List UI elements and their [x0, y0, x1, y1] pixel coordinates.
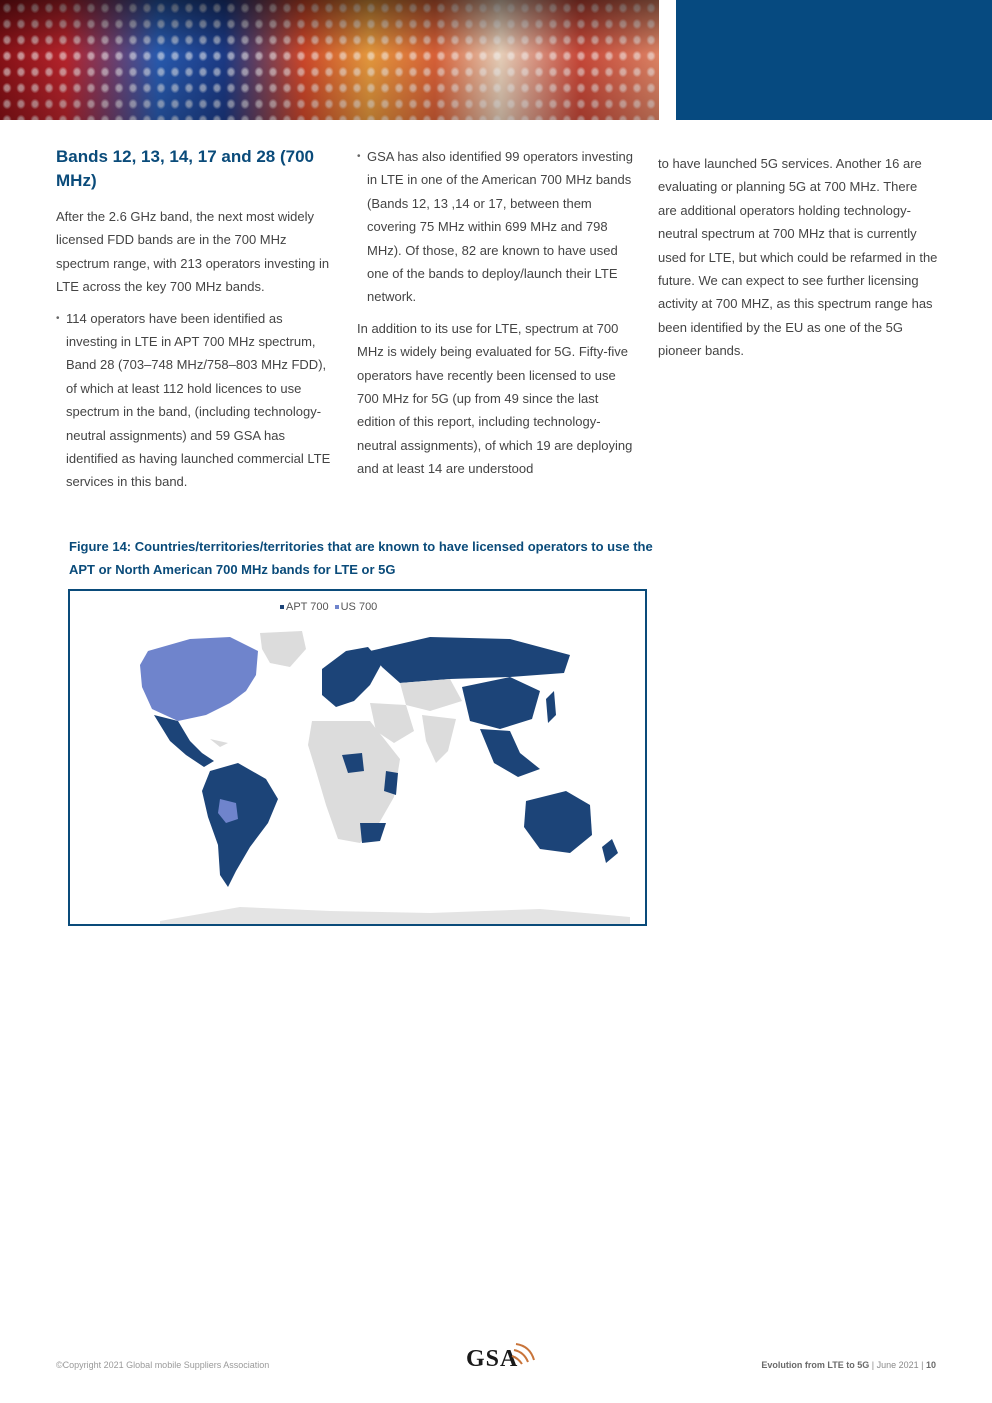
world-map-figure — [68, 589, 647, 926]
map-region-mexico — [154, 715, 214, 767]
gsa-logo: GSA — [466, 1340, 538, 1374]
bullet-apt700: • 114 operators have been identified as investing in LTE in APT 700 MHz spectrum, Band 28 (703–748 MHz/758–803 MHz FDD), of which at least 112 hold licences to use spectrum in the band, (including technology-neutral assignments) and 59 GSA has identified as having launched commercial LTE services in this band. — [56, 307, 334, 494]
map-region-antarctica — [160, 907, 630, 924]
map-region-southeast-asia — [480, 729, 540, 777]
footer-page-number: 10 — [925, 1360, 936, 1370]
legend-item-us700: US 700 — [335, 601, 378, 613]
intro-paragraph: After the 2.6 GHz band, the next most widely licensed FDD bands are in the 700 MHz spectrum range, with 213 operators investing in LTE across the key 700 MHz bands. — [56, 209, 330, 295]
5g-paragraph: In addition to its use for LTE, spectrum at 700 MHz is widely being evaluated for 5G. Fifty-five operators have recently been licensed to use 700 MHz for 5G (up from 49 since the last edition of this report, including technology-neutral assignments), of which 19 are deploying and at least 14 are understood — [357, 320, 633, 477]
signal-arcs-icon — [466, 1340, 538, 1374]
map-region-europe — [322, 647, 382, 707]
bullet-dot-icon: • — [357, 151, 361, 162]
map-region-caribbean — [210, 739, 228, 747]
column-middle — [357, 145, 639, 489]
figure-caption: Figure 14: Countries/territories/territories that are known to have licensed operators to use the APT or North American 700 MHz bands for LTE or 5G — [69, 539, 653, 577]
map-region-russia — [370, 637, 570, 683]
legend-item-apt700: APT 700 — [280, 601, 329, 613]
footer-date: June 2021 — [876, 1360, 919, 1370]
header-banner-image — [0, 0, 659, 120]
column-right — [658, 152, 938, 371]
column-left — [56, 145, 334, 502]
map-region-china — [462, 677, 540, 729]
map-region-greenland — [260, 631, 306, 667]
map-region-australia — [524, 791, 592, 853]
footer-copyright: ©Copyright 2021 Global mobile Suppliers Association — [56, 1360, 270, 1370]
world-map — [70, 591, 645, 924]
footer-doc-info: Evolution from LTE to 5G | June 2021 | 10 — [761, 1360, 936, 1370]
map-legend — [280, 601, 377, 613]
map-region-india — [422, 715, 456, 763]
footer-doc-title: Evolution from LTE to 5G — [761, 1360, 870, 1370]
continued-paragraph: to have launched 5G services. Another 16 are evaluating or planning 5G at 700 MHz. There are additional operators holding technology-neutral spectrum at 700 MHz that is currently used for LTE, but which could be refarmed in the future. We can expect to see further licensing activity at 700 MHZ, as this spectrum range has been identified by the EU as one of the 5G pioneer bands. — [658, 156, 938, 359]
map-region-central-asia — [400, 679, 462, 711]
map-region-south-africa — [360, 823, 386, 843]
bullet-dot-icon: • — [56, 312, 60, 324]
map-region-north-america — [140, 637, 258, 721]
section-heading: Bands 12, 13, 14, 17 and 28 (700 MHz) — [56, 147, 314, 190]
header-accent-block — [676, 0, 992, 120]
map-region-south-america — [202, 763, 278, 887]
map-region-japan — [546, 691, 556, 723]
map-region-new-zealand — [602, 839, 618, 863]
bullet-us700: • GSA has also identified 99 operators investing in LTE in one of the American 700 MHz bands (Bands 12, 13 ,14 or 17, between them covering 75 MHz within 699 MHz and 798 MHz). Of those, 82 are known to have used one of the bands to deploy/launch their LTE network. — [357, 145, 639, 309]
map-region-east-africa — [384, 771, 398, 795]
